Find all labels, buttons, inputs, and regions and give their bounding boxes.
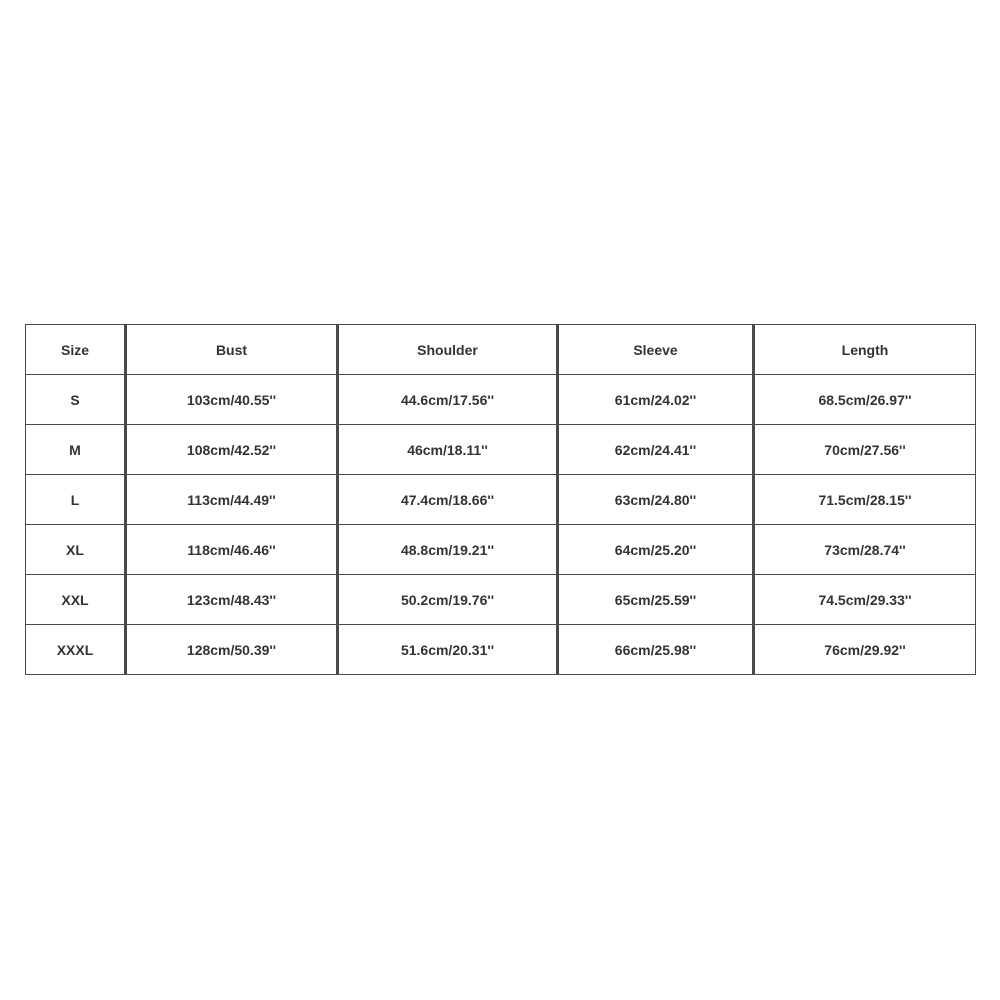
cell-size: XL [26,525,126,575]
cell-size: S [26,375,126,425]
cell-bust: 113cm/44.49'' [126,475,338,525]
cell-bust: 118cm/46.46'' [126,525,338,575]
cell-bust: 128cm/50.39'' [126,625,338,675]
cell-size: XXL [26,575,126,625]
cell-length: 70cm/27.56'' [754,425,976,475]
cell-sleeve: 66cm/25.98'' [558,625,754,675]
cell-bust: 123cm/48.43'' [126,575,338,625]
cell-length: 68.5cm/26.97'' [754,375,976,425]
header-shoulder: Shoulder [338,325,558,375]
cell-sleeve: 62cm/24.41'' [558,425,754,475]
cell-shoulder: 51.6cm/20.31'' [338,625,558,675]
cell-sleeve: 63cm/24.80'' [558,475,754,525]
size-chart-table [25,324,976,675]
table-header-row [26,325,976,375]
cell-shoulder: 46cm/18.11'' [338,425,558,475]
cell-length: 74.5cm/29.33'' [754,575,976,625]
cell-shoulder: 47.4cm/18.66'' [338,475,558,525]
cell-bust: 108cm/42.52'' [126,425,338,475]
cell-shoulder: 50.2cm/19.76'' [338,575,558,625]
header-sleeve: Sleeve [558,325,754,375]
cell-sleeve: 65cm/25.59'' [558,575,754,625]
header-bust: Bust [126,325,338,375]
table-row [26,475,976,525]
cell-length: 76cm/29.92'' [754,625,976,675]
cell-size: M [26,425,126,475]
cell-bust: 103cm/40.55'' [126,375,338,425]
header-size: Size [26,325,126,375]
cell-sleeve: 61cm/24.02'' [558,375,754,425]
cell-size: L [26,475,126,525]
cell-shoulder: 48.8cm/19.21'' [338,525,558,575]
table-row [26,525,976,575]
header-length: Length [754,325,976,375]
table-row [26,375,976,425]
table-row [26,575,976,625]
table-row [26,425,976,475]
cell-shoulder: 44.6cm/17.56'' [338,375,558,425]
cell-length: 73cm/28.74'' [754,525,976,575]
cell-length: 71.5cm/28.15'' [754,475,976,525]
cell-sleeve: 64cm/25.20'' [558,525,754,575]
cell-size: XXXL [26,625,126,675]
table-row [26,625,976,675]
